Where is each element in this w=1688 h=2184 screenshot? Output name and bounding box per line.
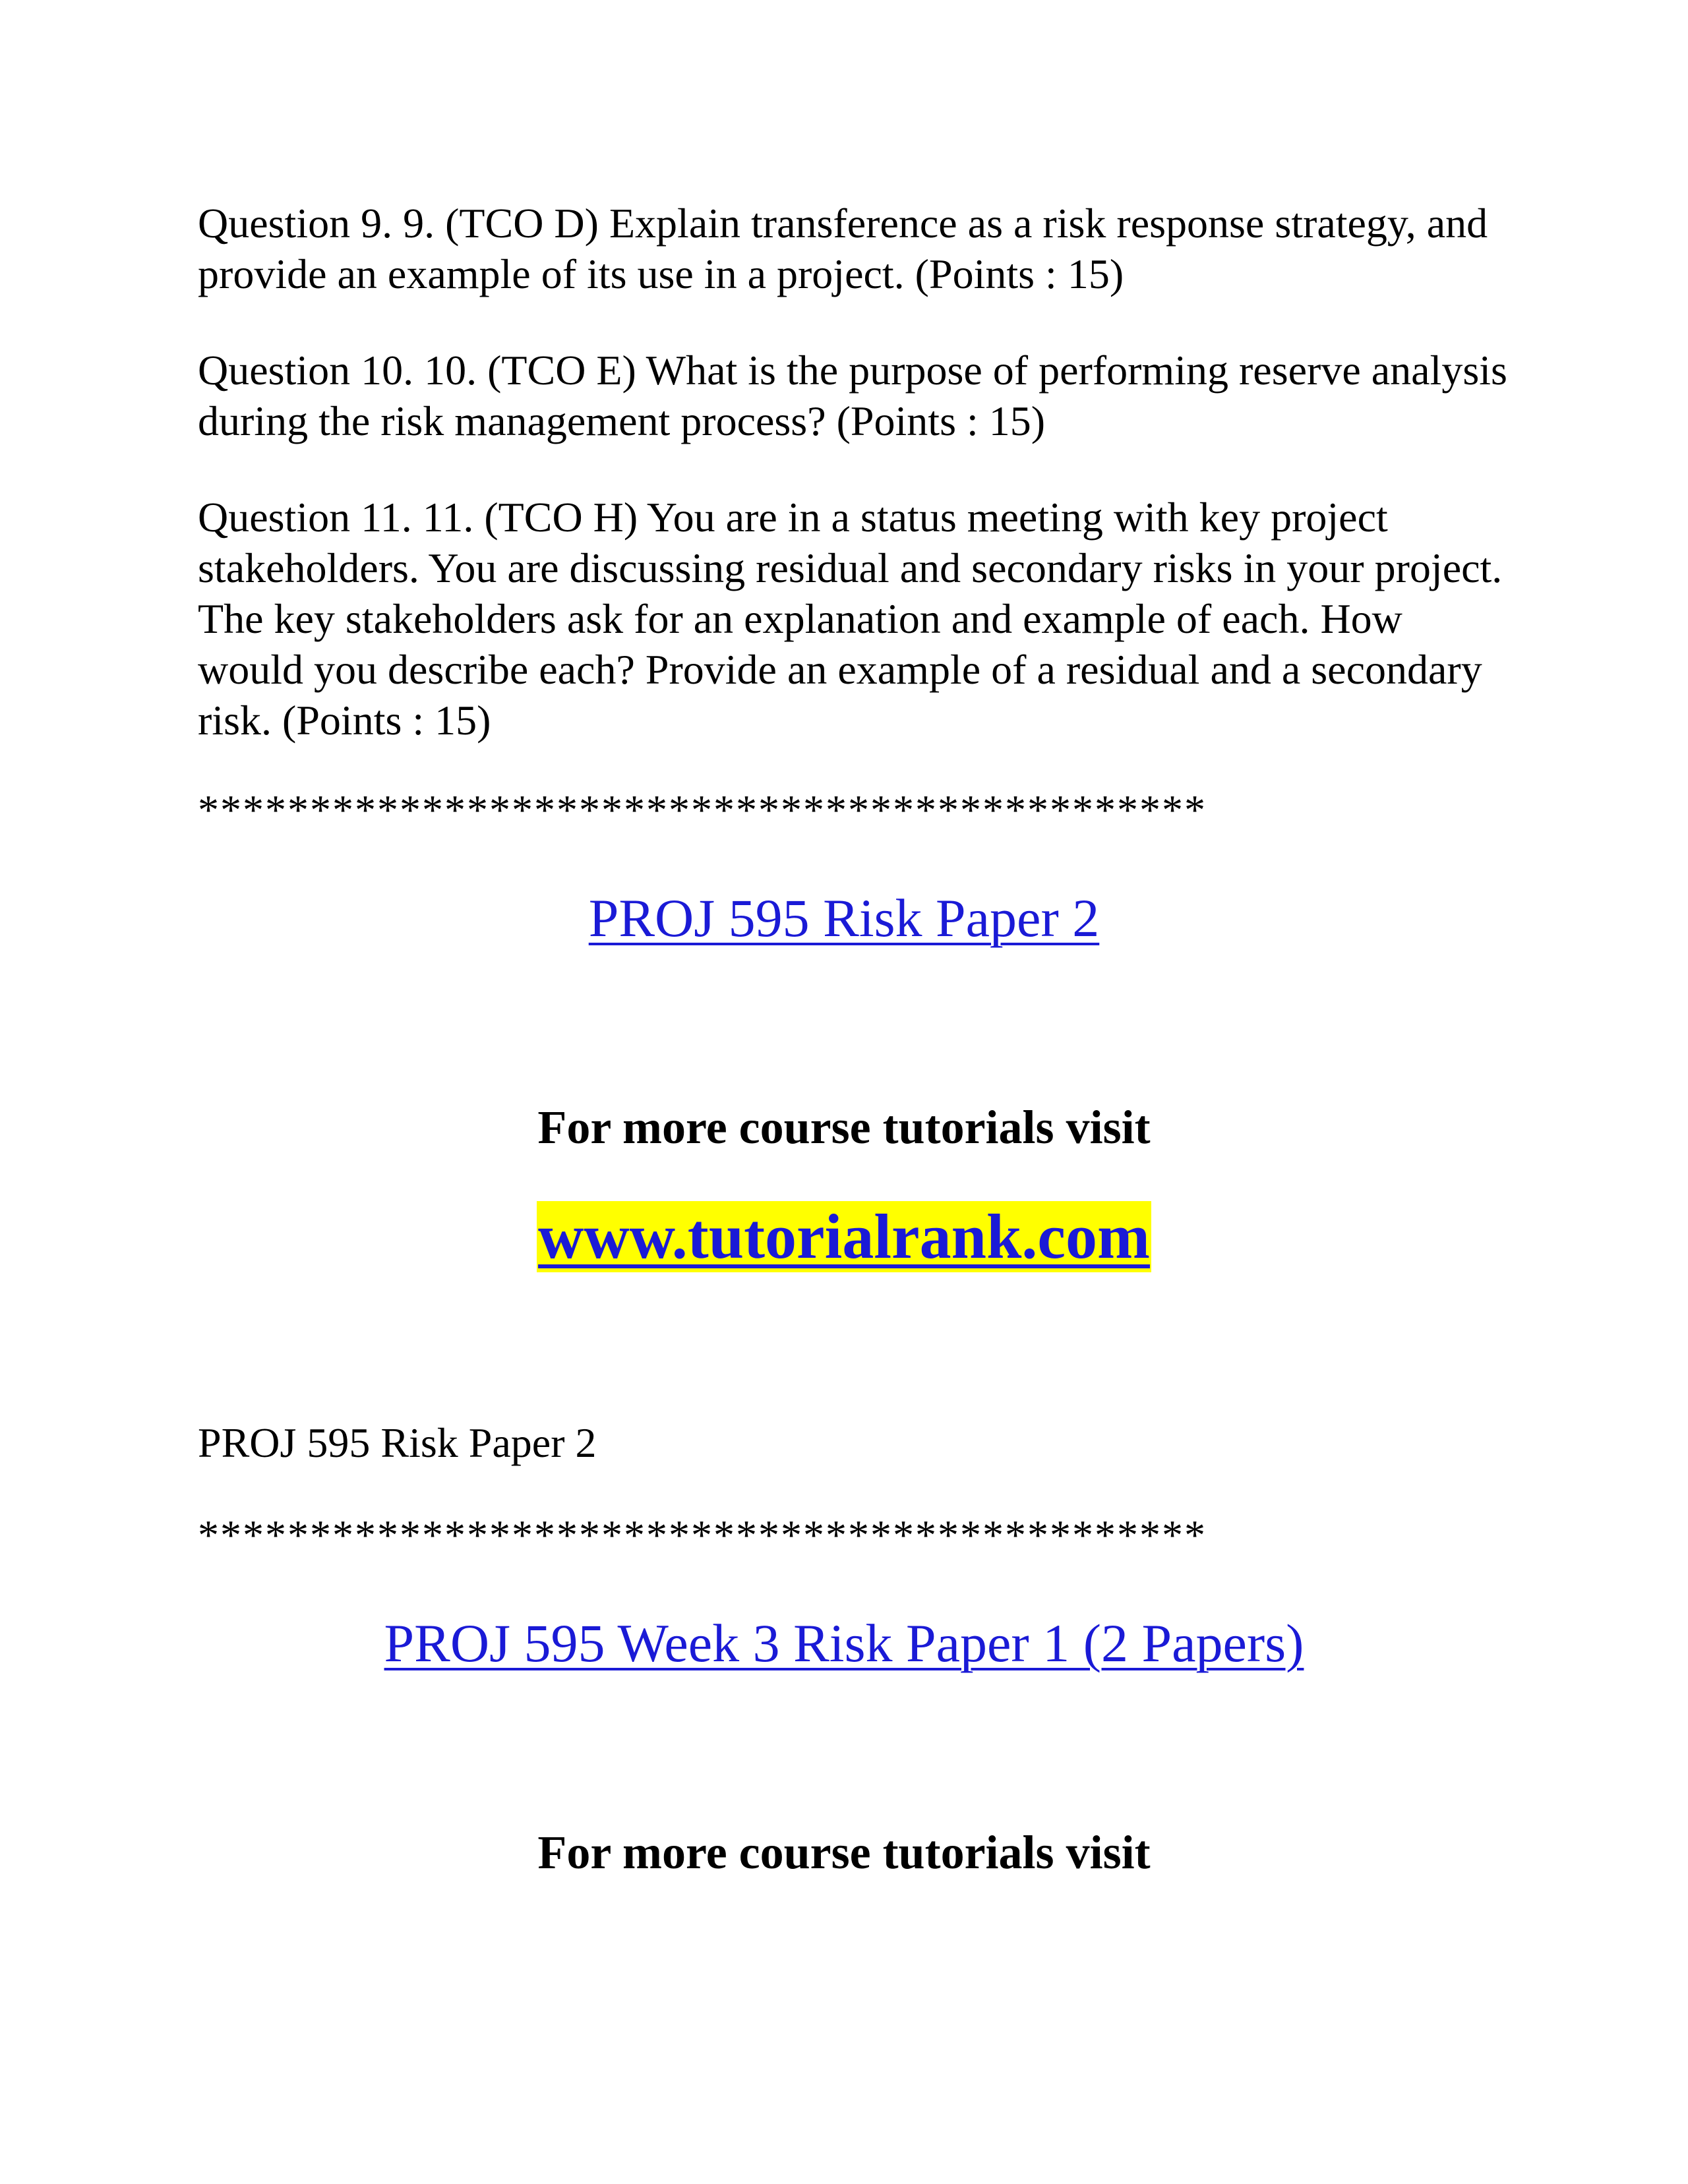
proj-595-risk-paper-2-link[interactable]: PROJ 595 Risk Paper 2 [588, 888, 1100, 948]
plain-title: PROJ 595 Risk Paper 2 [198, 1419, 597, 1466]
separator-stars-1: ********************************************* [198, 786, 1207, 833]
site-link-block [0, 1201, 1688, 1272]
question-9: Question 9. 9. (TCO D) Explain transference as a risk response strategy, and provide an example of its use in a project. (Points : 15) [198, 200, 1488, 297]
tutorialrank-site-link[interactable]: www.tutorialrank.com [538, 1201, 1150, 1272]
proj-595-week-3-risk-paper-1-link[interactable]: PROJ 595 Week 3 Risk Paper 1 (2 Papers) [384, 1613, 1304, 1673]
visit-text-1: For more course tutorials visit [537, 1101, 1151, 1154]
visit-text-2: For more course tutorials visit [537, 1826, 1151, 1879]
link-block-1 [0, 887, 1688, 950]
question-10: Question 10. 10. (TCO E) What is the purpose of performing reserve analysis during the risk management process? (Points : 15) [198, 347, 1507, 444]
question-11: Question 11. 11. (TCO H) You are in a status meeting with key project stakeholders. You are discussing residual and secondary risks in your project. The key stakeholders ask for an explanation and example of each. How would you describe each? Provide an example of a residual and a secondary risk. (Points : 15) [198, 494, 1503, 744]
link-block-2 [0, 1612, 1688, 1675]
separator-stars-2: ********************************************* [198, 1512, 1207, 1558]
